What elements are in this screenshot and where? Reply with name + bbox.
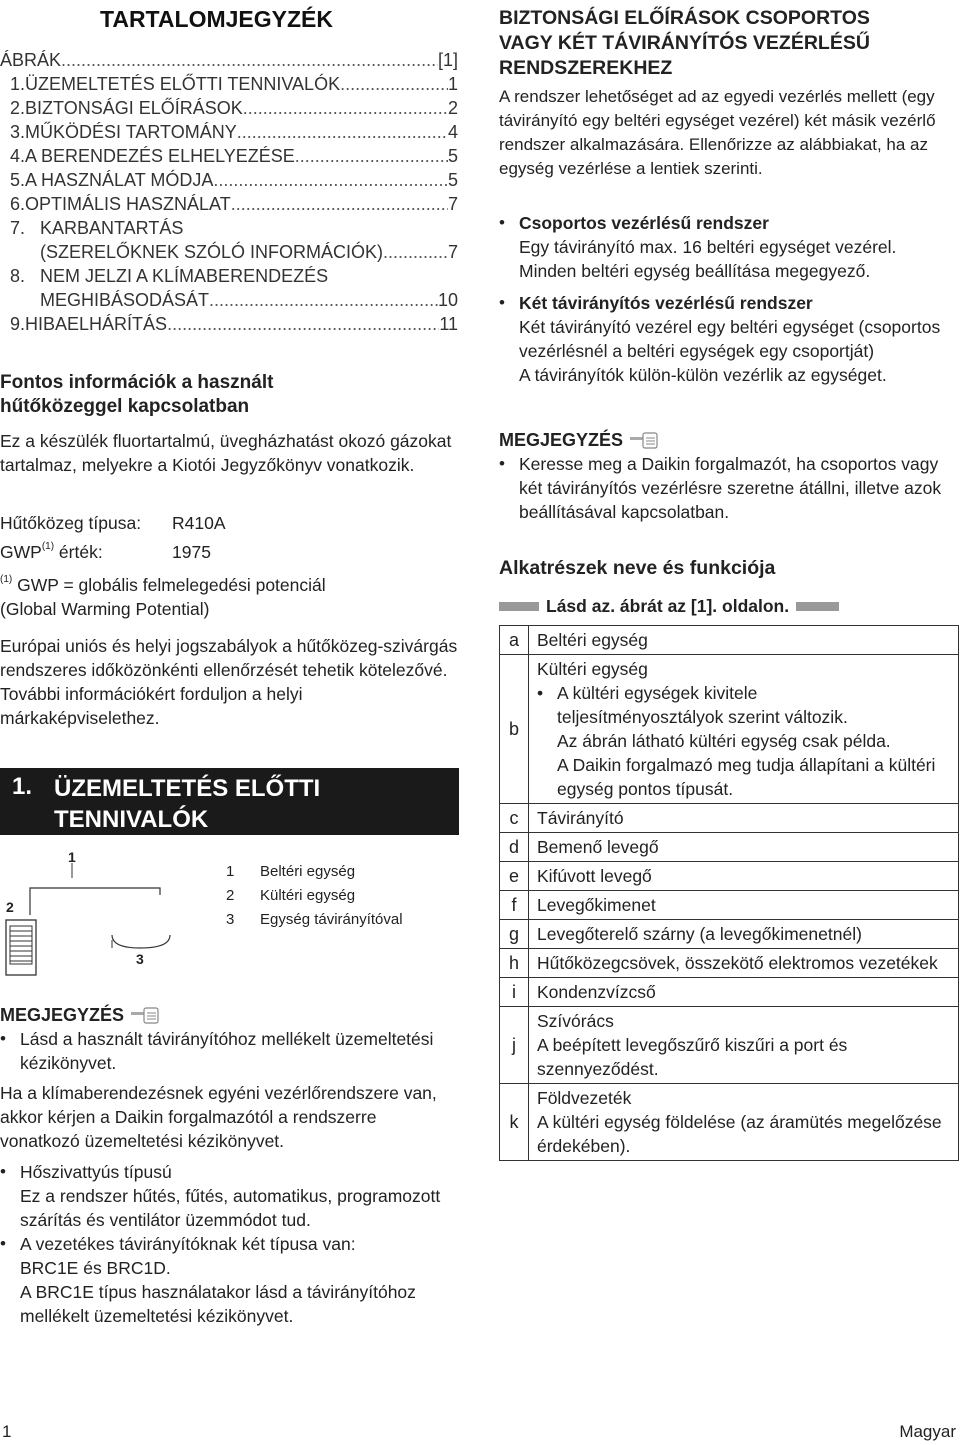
toc-entry-figures[interactable] — [0, 48, 458, 72]
toc-entry-2[interactable] — [0, 96, 458, 120]
gwp-footnote-line2: (Global Warming Potential) — [0, 599, 210, 619]
bullet-text: Minden beltéri egység beállítása megegyező. — [519, 261, 871, 281]
part-description — [529, 655, 959, 804]
toc-entry-number: 7. — [10, 218, 26, 238]
bullet-text: Az ábrán látható kültéri egység csak példa. — [557, 731, 891, 751]
toc-page-number: 4 — [447, 122, 458, 142]
bullet-text: A Daikin forgalmazó meg tudja állapítani a kültéri egység pontos típusát. — [557, 755, 936, 799]
toc-page-number: 7 — [447, 194, 458, 214]
legend-text: Egység távirányítóval — [260, 911, 403, 928]
toc-entry-text: HIBAELHÁRÍTÁS — [25, 314, 168, 334]
part-description: Kifúvott levegő — [529, 862, 959, 891]
bullet-text: teljesítményosztályok szerint változik. — [557, 707, 848, 727]
toc-entry-number: 9. — [10, 314, 26, 334]
refrigerant-heading-line2: hűtőközeggel kapcsolatban — [0, 396, 250, 417]
divider-bar — [499, 602, 539, 611]
note-heading-label: MEGJEGYZÉS — [499, 430, 624, 450]
note-heading — [499, 428, 957, 452]
toc-leader-dots — [209, 288, 438, 312]
footer-language: Magyar — [899, 1422, 956, 1441]
toc-page-number: [1] — [437, 50, 458, 70]
figure-reference-text[interactable]: Lásd az. ábrát az [1]. oldalon. — [546, 596, 790, 616]
toc-entry-number: 2. — [10, 98, 26, 118]
part-key: k — [500, 1084, 529, 1161]
note-heading-label: MEGJEGYZÉS — [0, 1005, 125, 1025]
toc-page-number: 1 — [447, 74, 458, 94]
pointing-hand-icon — [130, 1005, 164, 1025]
refrigerant-type-value: R410A — [172, 513, 226, 533]
safety-intro: A rendszer lehetőséget ad az egyedi vezérlés mellett (egy távirányító egy beltéri egységet vezérel) két másik vezérlő rendszer alkalmazására. Ellenőrizze az alábbiakat, ha az egység vezérlése a lentiek szerinti. — [499, 87, 936, 178]
legend-item — [226, 908, 403, 932]
bullet-item — [0, 1027, 458, 1075]
bullet-text: A vezetékes távirányítóknak két típusa van: — [20, 1234, 356, 1254]
bullet-icon — [499, 291, 519, 387]
part-title: Kültéri egység — [537, 659, 648, 679]
toc-page-number: 7 — [447, 242, 458, 262]
toc-entry-9[interactable] — [0, 312, 458, 336]
diagram-legend — [226, 860, 403, 932]
eu-regulation-text: Európai uniós és helyi jogszabályok a hűtőközeg-szivárgás rendszeres időközönkénti ellenőrzését tehetik kötelezővé. További információkért forduljon a helyi márkaképviselethez. — [0, 636, 458, 728]
legend-number: 2 — [226, 887, 235, 904]
toc-entry-7[interactable] — [0, 216, 458, 264]
bullet-item — [499, 452, 957, 524]
toc-entry-5[interactable] — [0, 168, 458, 192]
note-block-1 — [0, 1003, 458, 1075]
toc-entry-text: A BERENDEZÉS ELHELYEZÉSE — [25, 146, 295, 166]
bullet-icon — [0, 1027, 20, 1075]
table-row — [500, 862, 959, 891]
safety-heading-line3: RENDSZEREKHEZ — [499, 57, 673, 79]
table-row — [500, 920, 959, 949]
bullet-text: Lásd a használt távirányítóhoz mellékelt üzemeltetési kézikönyvet. — [20, 1029, 434, 1073]
part-key: d — [500, 833, 529, 862]
bullet-text: A BRC1E típus használatakor lásd a távirányítóhoz mellékelt üzemeltetési kézikönyvet. — [20, 1282, 416, 1326]
toc-entry-text: ÁBRÁK — [0, 50, 62, 70]
remote-cable — [112, 935, 170, 948]
bullet-item — [499, 291, 957, 387]
heat-pump-list — [0, 1160, 458, 1328]
gwp-value: 1975 — [172, 542, 211, 562]
bullet-title: Csoportos vezérlésű rendszer — [519, 213, 769, 233]
toc-entry-text-cont: (SZERELŐKNEK SZÓLÓ INFORMÁCIÓK) — [40, 242, 384, 262]
toc-page-number: 5 — [447, 170, 458, 190]
gwp-footnote-marker: (1) — [41, 541, 55, 552]
table-row — [500, 1007, 959, 1084]
part-key: g — [500, 920, 529, 949]
table-row — [500, 804, 959, 833]
note-block-2 — [499, 428, 957, 524]
legend-item — [226, 884, 403, 908]
part-description: Bemenő levegő — [529, 833, 959, 862]
part-key: i — [500, 978, 529, 1007]
toc-entry-number: 3. — [10, 122, 26, 142]
bullet-item — [0, 1232, 458, 1328]
bullet-icon — [0, 1160, 20, 1232]
control-systems-list — [499, 211, 957, 387]
part-description: Kondenzvízcső — [529, 978, 959, 1007]
toc-page-number: 2 — [447, 98, 458, 118]
toc-entry-4[interactable] — [0, 144, 458, 168]
legend-text: Kültéri egység — [260, 887, 356, 904]
safety-heading — [499, 6, 870, 81]
section-title-line1: ÜZEMELTETÉS ELŐTTI — [54, 775, 321, 802]
section-title-line2: TENNIVALÓK — [54, 806, 209, 833]
toc-title: TARTALOMJEGYZÉK — [100, 6, 333, 32]
toc-entry-text: ÜZEMELTETÉS ELŐTTI TENNIVALÓK — [25, 74, 341, 94]
toc-leader-dots — [237, 120, 448, 144]
bullet-icon — [537, 681, 557, 801]
table-of-contents — [0, 48, 458, 336]
part-description: Beltéri egység — [529, 626, 959, 655]
part-text: A beépített levegőszűrő kiszűri a port és szennyeződést. — [537, 1035, 848, 1079]
toc-entry-number: 4. — [10, 146, 26, 166]
legend-item — [226, 860, 403, 884]
part-description: Levegőkimenet — [529, 891, 959, 920]
bullet-text: Két távirányító vezérel egy beltéri egységet (csoportos vezérlésnél a beltéri egységek egy csoportját) — [519, 317, 941, 361]
diagram-label-2: 2 — [6, 899, 14, 915]
outdoor-unit-icon — [6, 920, 36, 975]
safety-heading-line1: BIZTONSÁGI ELŐÍRÁSOK CSOPORTOS — [499, 7, 870, 29]
toc-leader-dots — [213, 168, 448, 192]
pointing-hand-icon — [629, 430, 663, 450]
toc-entry-text: BIZTONSÁGI ELŐÍRÁSOK — [25, 98, 243, 118]
toc-entry-text-cont: MEGHIBÁSODÁSÁT — [40, 290, 210, 310]
section-title — [54, 773, 320, 835]
part-key: e — [500, 862, 529, 891]
toc-entry-text: MŰKÖDÉSI TARTOMÁNY — [25, 122, 237, 142]
toc-entry-6[interactable] — [0, 192, 458, 216]
safety-heading-line2: VAGY KÉT TÁVIRÁNYÍTÓS VEZÉRLÉSŰ — [499, 32, 870, 54]
toc-page-number: 11 — [439, 314, 458, 334]
page-number: 1 — [2, 1422, 12, 1441]
bullet-icon — [499, 452, 519, 524]
toc-leader-dots — [243, 96, 448, 120]
bullet-item — [499, 211, 957, 283]
table-row — [500, 949, 959, 978]
gwp-row — [0, 540, 211, 564]
toc-entry-number: 5. — [10, 170, 26, 190]
bullet-icon — [499, 211, 519, 283]
bullet-text: Keresse meg a Daikin forgalmazót, ha csoportos vagy két távirányítós vezérlésre szeretne átállni, illetve azok beállításával kapcsolatban. — [519, 454, 942, 522]
bullet-item — [537, 681, 952, 801]
toc-page-number: 10 — [437, 290, 458, 310]
toc-entry-number: 1. — [10, 74, 26, 94]
part-key: h — [500, 949, 529, 978]
bullet-text: A kültéri egységek kivitele — [557, 683, 758, 703]
toc-entry-1[interactable] — [0, 72, 458, 96]
system-diagram — [0, 840, 220, 990]
legend-number: 1 — [226, 863, 235, 880]
section-number: 1. — [12, 773, 33, 800]
bullet-icon — [0, 1232, 20, 1328]
refrigerant-heading — [0, 371, 273, 419]
part-description: Hűtőközegcsövek, összekötő elektromos vezetékek — [529, 949, 959, 978]
table-row — [500, 833, 959, 862]
bullet-text: Ez a rendszer hűtés, fűtés, automatikus, programozott szárítás és ventilátor üzemmódot tud. — [20, 1186, 441, 1230]
gwp-label: GWP — [0, 542, 42, 562]
part-key: b — [500, 655, 529, 804]
gwp-footnote-sup: (1) — [0, 574, 13, 585]
table-row — [500, 978, 959, 1007]
bullet-title: Két távirányítós vezérlésű rendszer — [519, 293, 813, 313]
table-row — [500, 891, 959, 920]
part-key: f — [500, 891, 529, 920]
toc-page-number: 5 — [447, 146, 458, 166]
refrigerant-heading-line1: Fontos információk a használt — [0, 372, 274, 393]
diagram-label-1: 1 — [68, 849, 76, 865]
gwp-footnote-line1: GWP = globális felmelegedési potenciál — [17, 575, 326, 595]
part-title: Földvezeték — [537, 1088, 632, 1108]
part-key: c — [500, 804, 529, 833]
table-row — [500, 1084, 959, 1161]
table-row — [500, 655, 959, 804]
bullet-item — [0, 1160, 458, 1232]
note-heading — [0, 1003, 458, 1027]
figure-reference — [499, 596, 874, 617]
toc-entry-text: KARBANTARTÁS — [40, 218, 184, 238]
part-description — [529, 1007, 959, 1084]
legend-text: Beltéri egység — [260, 863, 356, 880]
refrigerant-intro: Ez a készülék fluortartalmú, üvegházhatást okozó gázokat tartalmaz, melyekre a Kiotói Jegyzőkönyv vonatkozik. — [0, 431, 452, 475]
part-description: Levegőterelő szárny (a levegőkimenetnél) — [529, 920, 959, 949]
parts-table — [499, 625, 959, 1161]
toc-entry-3[interactable] — [0, 120, 458, 144]
toc-leader-dots — [167, 312, 439, 336]
toc-leader-dots — [295, 144, 448, 168]
central-control-text: Ha a klímaberendezésnek egyéni vezérlőrendszere van, akkor kérjen a Daikin forgalmazótól a rendszerre vonatkozó üzemeltetési kézikönyvet. — [0, 1083, 437, 1151]
part-description: Távirányító — [529, 804, 959, 833]
toc-entry-number: 6. — [10, 194, 26, 214]
toc-leader-dots — [340, 72, 448, 96]
toc-entry-text: A HASZNÁLAT MÓDJA — [25, 170, 214, 190]
toc-leader-dots — [231, 192, 448, 216]
gwp-label-suffix: érték: — [58, 542, 103, 562]
bullet-title: Hőszivattyús típusú — [20, 1162, 172, 1182]
part-key: j — [500, 1007, 529, 1084]
toc-leader-dots — [383, 240, 448, 264]
diagram-label-3: 3 — [136, 951, 144, 967]
bullet-text: Egy távirányító max. 16 beltéri egységet vezérel. — [519, 237, 897, 257]
table-row — [500, 626, 959, 655]
section-1-header — [0, 768, 459, 835]
gwp-footnote — [0, 573, 455, 621]
refrigerant-type-label: Hűtőközeg típusa: — [0, 513, 142, 533]
bullet-text: BRC1E és BRC1D. — [20, 1258, 171, 1278]
toc-leader-dots — [61, 48, 438, 72]
toc-entry-8[interactable] — [0, 264, 458, 312]
part-description — [529, 1084, 959, 1161]
divider-bar — [796, 602, 839, 611]
parts-heading: Alkatrészek neve és funkciója — [499, 557, 776, 579]
toc-entry-text: OPTIMÁLIS HASZNÁLAT — [25, 194, 231, 214]
refrigerant-type-row — [0, 511, 226, 535]
part-key: a — [500, 626, 529, 655]
part-text: A kültéri egység földelése (az áramütés megelőzése érdekében). — [537, 1112, 942, 1156]
legend-number: 3 — [226, 911, 235, 928]
bullet-text: A távirányítók külön-külön vezérlik az egységet. — [519, 365, 887, 385]
toc-entry-number: 8. — [10, 266, 26, 286]
piping-line — [30, 888, 160, 915]
toc-entry-text: NEM JELZI A KLÍMABERENDEZÉS — [40, 266, 329, 286]
part-title: Szívórács — [537, 1011, 614, 1031]
